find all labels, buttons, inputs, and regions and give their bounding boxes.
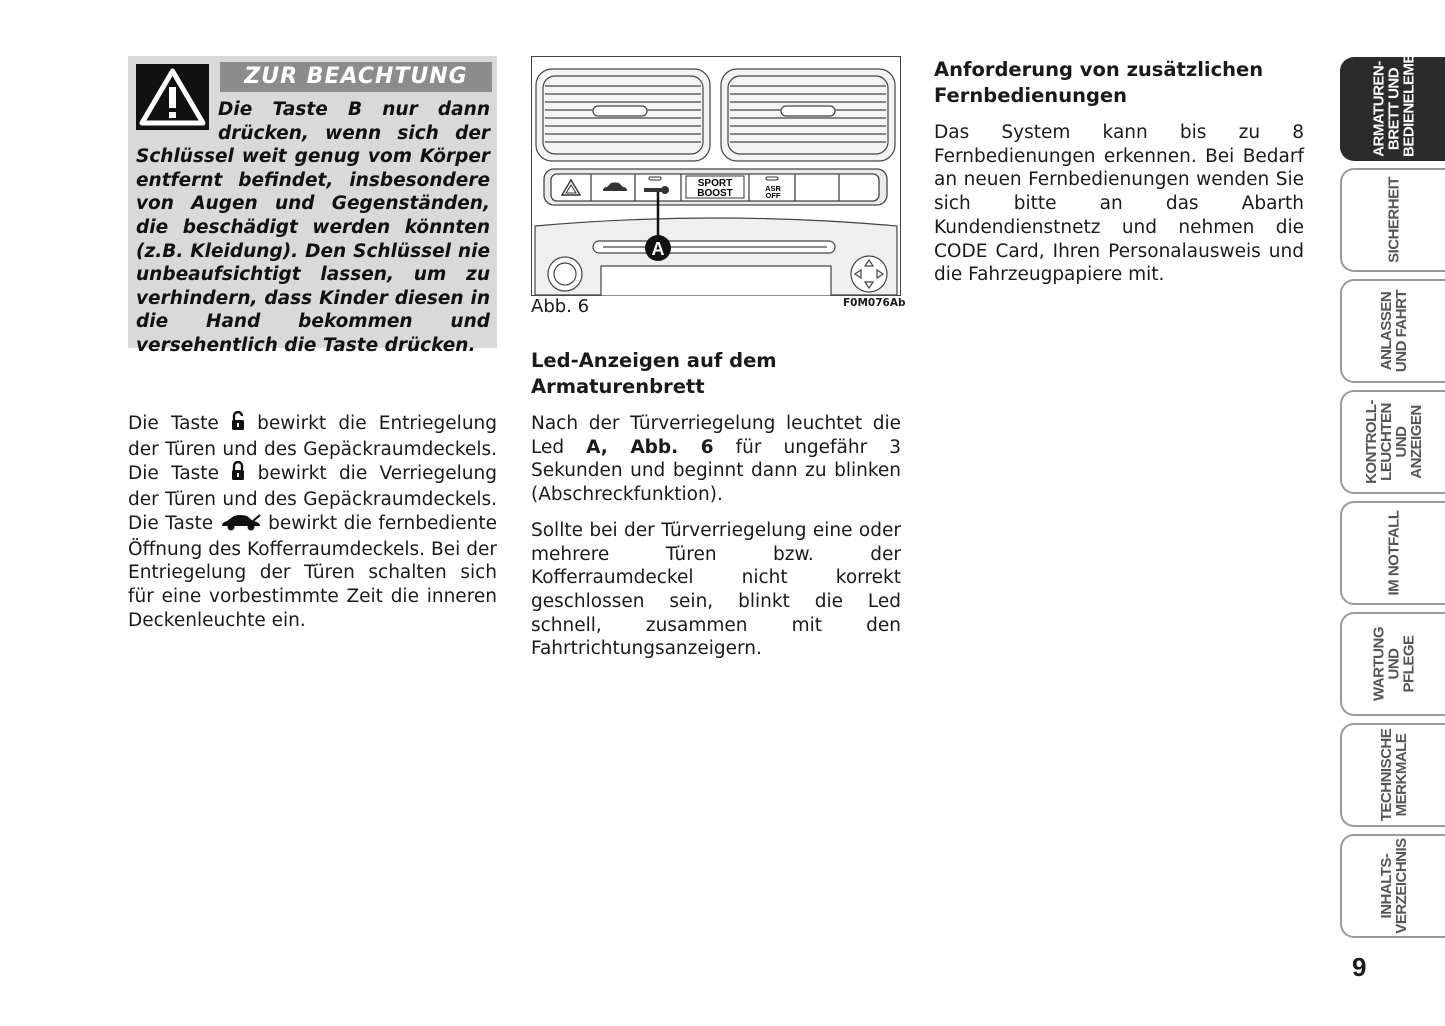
locks-paragraph: Die Taste bewirkt die Entriegelung der Türen und des Gepäckraumdeckels. Die Taste bewirkt die Verriegelung der Türen und des Gepäckraumdeckels. Die Taste bewirkt die fernbediente Öffnung des Kofferraumdeckels. Bei der Entriegelung der Türen schalten sich für eine vorbestimmte Zeit die inneren Deckenleuchte ein. xyxy=(128,413,498,631)
warning-box xyxy=(128,56,497,356)
left-air-vent xyxy=(536,69,710,161)
tab-notfall[interactable]: IM NOTFALL xyxy=(1340,501,1445,605)
remote-section xyxy=(934,57,1304,287)
tab-kontrollleuchten[interactable]: KONTROLL- LEUCHTEN UND ANZEIGEN xyxy=(1340,390,1445,494)
led-paragraph-2: Sollte bei der Türverriegelung eine oder mehrere Türen bzw. der Kofferraumdeckel nicht korrekt geschlossen sein, blinkt die Led schnell, zusammen mit den Fahrtrichtungsanzeigern. xyxy=(531,519,901,660)
lock-icon xyxy=(231,461,245,488)
led-section xyxy=(531,348,901,661)
off-label: OFF xyxy=(765,191,781,200)
remote-heading: Anforderung von zusätzlichen Fernbedienungen xyxy=(934,58,1264,107)
tab-armaturenbrett[interactable]: ARMATUREN- BRETT UND BEDIENELEMENTE xyxy=(1340,57,1445,161)
tab-sicherheit[interactable]: SICHERHEIT xyxy=(1340,168,1445,272)
tab-wartung[interactable]: WARTUNG UND PFLEGE xyxy=(1340,612,1445,716)
trunk-car-icon xyxy=(220,513,262,538)
figure-code: F0M076Ab xyxy=(843,297,906,309)
led-a-label: A xyxy=(651,239,665,259)
unlock-icon xyxy=(231,411,245,438)
warning-title: ZUR BEACHTUNG xyxy=(220,62,492,92)
figure-caption: Abb. 6 xyxy=(531,296,590,317)
right-air-vent xyxy=(721,69,895,161)
warning-text: Die Taste B nur dann drücken, wenn sich der Schlüssel weit genug vom Körper entfernt befindet, insbesondere von Augen und Gegenständen, die beschädigt werden könnten (z.B. Kleidung). Den Schlüssel nie unbeaufsichtigt lassen, um zu verhindern, dass Kinder diesen in die Hand bekommen und versehentlich die Taste drücken. xyxy=(136,99,490,356)
tab-technische[interactable]: TECHNISCHE MERKMALE xyxy=(1340,723,1445,827)
remote-paragraph: Das System kann bis zu 8 Fernbedienungen erkennen. Bei Bedarf an neuen Fernbedienungen wenden Sie sich bitte an das Abarth Kundendienstnetz und nehmen die CODE Card, Ihren Personalausweis und die Fahrzeugpapiere mit. xyxy=(934,122,1304,286)
left-column xyxy=(128,411,497,632)
asr-label: ASR xyxy=(765,184,781,193)
led-paragraph-1: Nach der Türverriegelung leuchtet die Led A, Abb. 6 für ungefähr 3 Sekunden und beginnt dann zu blinken (Abschreckfunktion). xyxy=(531,413,901,506)
sport-label: SPORT xyxy=(697,178,733,189)
tab-inhaltsverzeichnis[interactable]: INHALTS- VERZEICHNIS xyxy=(1340,834,1445,938)
tab-anlassen[interactable]: ANLASSEN UND FAHRT xyxy=(1340,279,1445,383)
led-heading: Led-Anzeigen auf dem Armaturenbrett xyxy=(531,349,777,398)
boost-label: BOOST xyxy=(697,188,733,199)
page-number: 9 xyxy=(1352,952,1367,982)
dashboard-figure xyxy=(531,56,901,296)
